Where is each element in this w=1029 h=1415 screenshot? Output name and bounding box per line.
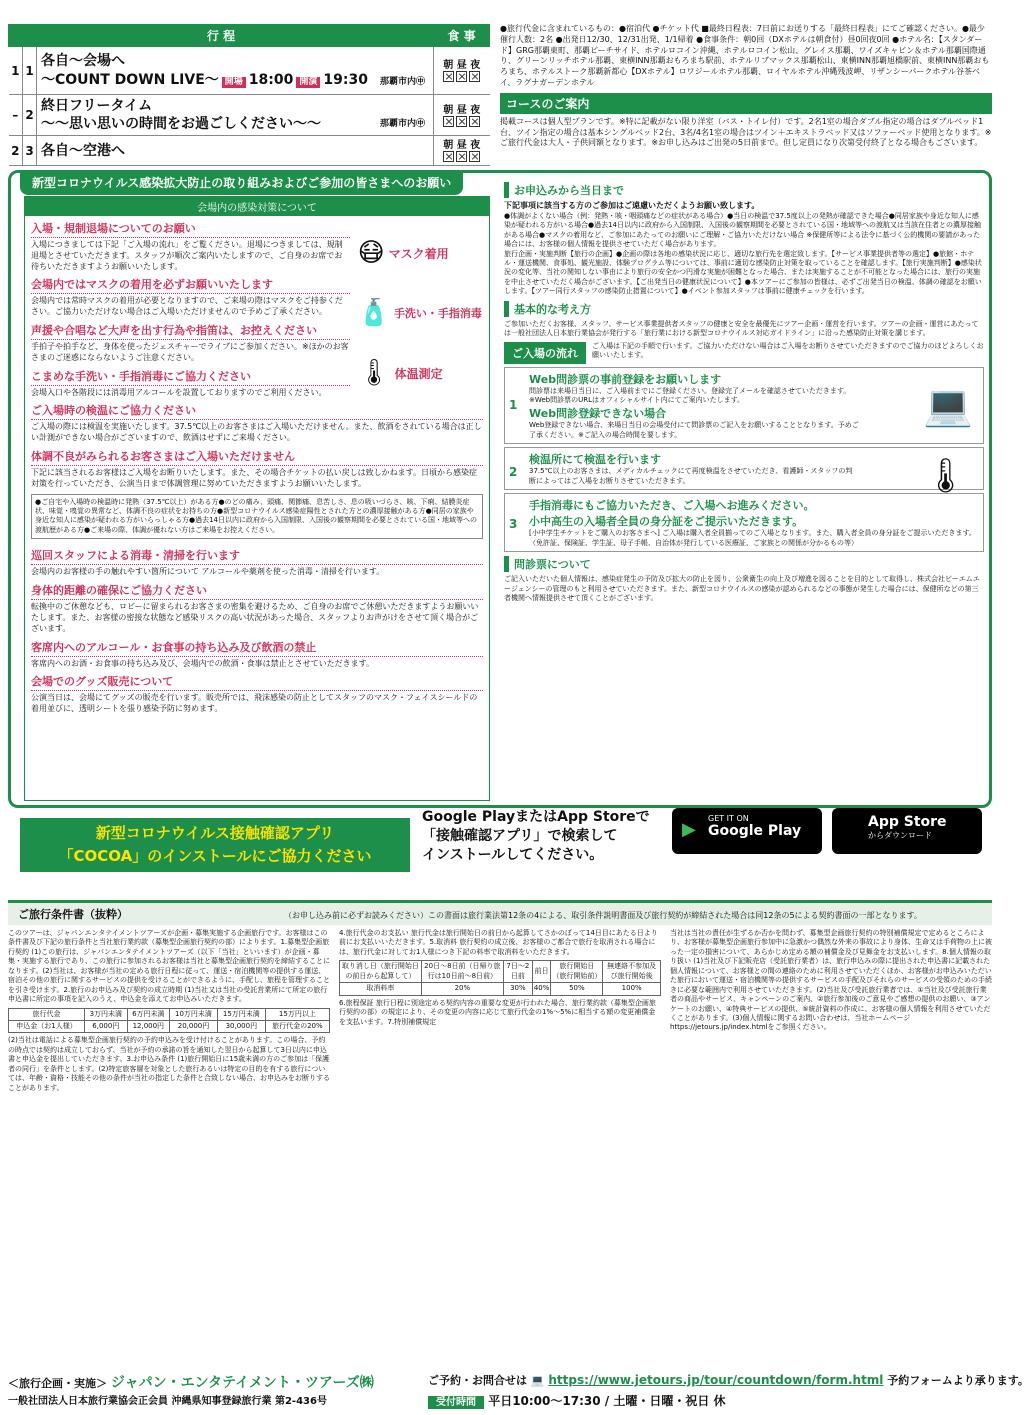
cancel-row [340,983,661,995]
measure-text: 転換中のご休憩なども、ロビーに留まられるお客さまの密集を避けるため、ご自身のお席でご休憩いただきますようお願いいたします。また、お客様の密接な状態など感染リスクの高い状況があった場合、スタッフよりお声がけをさせて頂く場合がございます。 [31,602,479,633]
step-heading: Web問診票の事前登録をお願いします [529,372,722,386]
meal-labels: 朝 昼 夜 [443,104,481,116]
cancel-header [340,961,661,983]
flow-step-1 [504,367,984,445]
hours-label: 受付時間 [428,1396,484,1409]
itin-title: 終日フリータイム [41,98,153,114]
conditions-text: 当社は当社の責任が生ずるか否かを問わず、募集型企画旅行契約の特別補償規定で定めるところにより、お客様が募集型企画旅行参加中に急激かつ偶然な外来の事故により身体、生命又は手荷物の上に被った一定の損害について、あらかじめ定める額の補償金及び見舞金をお支払いします。8.個人情報の取り扱い (1)当社及び下記販売店（受託旅行業者）は、旅行申込みの際に提出された申込書に記載された個人情報について、お客様との間の連絡のために利用させていただくほか、お客様がお申込みいただいた旅行において運送・宿泊機関等の提供するサービスの手配及びそれらのサービスの受領のための手続きに必要な範囲内で利用させていただきます。(2)当社及び受託旅行業者では、①当社及び受託旅行業者の商品やサービス、キャンペーンのご案内、②旅行参加後のご意見やご感想の提供のお願い、③アンケートのお願い、④特典サービスの提供、⑤統計資料の作成に、お客様の個人情報を利用させていただくことがあります。(3)個人情報に関するお問い合わせは、当社ホームページhttps://jetours.jp/index.htmlをご参照ください。 [670,929,992,1032]
store-instructions [422,808,650,865]
questionnaire-heading: 問診票について [504,556,984,572]
tour-info [500,24,992,149]
deposit-cell: 15万円未満 [217,1008,265,1020]
mask-icon: 😷 [357,238,385,268]
step-heading: Web問診登録できない場合 [529,407,667,421]
measure-text: 会場内のお客様の手の触れやすい箇所について アルコールや薬剤を使った消毒・清掃を行います。 [31,567,385,577]
itin-title: 各自～空港へ [41,142,125,159]
itin-day: – [9,95,23,136]
itin-sub: ～COUNT DOWN LIVE～ [41,71,219,88]
store-text: 「接触確認アプリ」で検索して [422,827,618,844]
conditions-title: ご旅行条件書（抜粋） [18,908,128,921]
conditions-text: 4.旅行代金のお支払い 旅行代金は旅行開始日の前日から起算してさかのぼって14日目にあたる日より前にお支払いいただきます。5.取消料 旅行契約の成立後、お客様のご都合で旅行を取消される場合には、旅行代金に対してお1人様につき下記の料率で取消料をいただきます。 [339,929,658,956]
cancel-cell: 20日〜8日前（日帰り旅行は10日前〜8日前） [421,961,503,983]
hand-wash-icon: 🧴 [357,298,390,328]
open-tag: 開場 [222,77,246,89]
itin-row [9,136,490,166]
deposit-cell: 旅行代金 [9,1008,85,1020]
measure-item [31,578,483,634]
meal-box [443,71,454,82]
itin-place: 那覇市内㊥ [379,76,425,87]
cancel-cell: 100% [603,983,661,995]
step-text: 問診票は来場日当日に、ご入場前までにご登録ください。登録完了メールを確認させていただきます。※Web問診票のURLはオフィシャルサイト内にてご案内いたします。 [529,386,851,405]
footer-label: ＜旅行企画・実施＞ [8,1377,107,1390]
measure-text: ご入場の際には検温を実施いたします。37.5℃以上のお客さまはご入場いただけません。また、飲酒をされている場合は正しい計測ができない場合がございますので、飲酒はせずにご来場ください。 [31,422,482,443]
basic-text: ご参加いただくお客様、スタッフ、サービス事業提供者スタッフの健康と安全を最優先にツアー企画・運営を行います。ツアーの企画・運営にあたっては一般社団法人日本旅行業協会が発行する「旅行業における新型コロナウイルス対応ガイドライン」に沿った感染防止対策を講じます。 [504,319,979,338]
deposit-cell: 12,000円 [127,1020,170,1032]
measure-heading: 声援や合唱など大声を出す行為や指笛は、お控えください [31,318,350,340]
cancel-cell: 50% [551,983,603,995]
guide-lead: 下記事項に該当する方のご参加はご遠慮いただくようお願い致します。 [504,201,760,210]
measure-heading: 会場でのグッズ販売について [31,669,483,691]
meal-box [443,116,454,127]
conditions-note: （お申し込み前に必ずお読みください）この書面は旅行業法第12条の4による、取引条件説明書面及び旅行契約が締結された場合は同12条の5による契約書面の一部となります。 [288,911,922,920]
measure-heading: 身体的距離の確保にご協力ください [31,578,483,600]
gp-label: Google Play [708,823,802,839]
measure-heading: 体調不良がみられるお客さまはご入場いただけません [31,444,483,466]
itin-row [9,47,490,95]
measure-text: 公演当日は、会場にてグッズの販売を行います。販売所では、飛沫感染の防止としてスタッフのマスク・フェイスシールドの着用並びに、透明シートを張り感染予防に努めます。 [31,693,478,714]
cancel-cell: 前日 [532,961,551,983]
meal-labels: 朝 昼 夜 [443,140,481,152]
booking-url[interactable]: https://www.jetours.jp/tour/countdown/form.html [548,1373,884,1387]
cancel-cell: 30% [503,983,532,995]
measure-item [31,543,483,578]
cancel-table [339,960,661,995]
step-heading: 小中高生の入場者全員の身分証をご提示いただきます。 [529,515,804,529]
flow-text: ご入場は下記の手順で行います。ご協力いただけない場合はご入場をお断りさせていただきますのでご協力のほどよろしくお願いいたします。 [592,341,984,360]
venue-measures [24,196,490,801]
cancel-cell: 7日〜2日前 [503,961,532,983]
cocoa-banner [20,818,410,872]
symptom-box: ●ご自宅や入場時の検温時に発熱（37.5℃以上）がある方●のどの痛み、頭痛、関節痛、息苦しさ、息の吸いづらさ、咳、下痢、結膜炎症状、味覚・嗅覚の異常など、体調不良の症状をお持ちの方●新型コロナウイルス感染症陽性とされた方との濃厚接触がある方●同居の家族や身近な知人に感染が疑われる方がいらっしゃる方●過去14日以内に政府から入国制限、入国後の観察期間を必要とされている国・地域等への渡航歴がある方●ご来場の際、体調が優れない方はご来場をお控えください。 [31,494,483,540]
tour-info-text: ●旅行代金に含まれているもの：●宿泊代 ●チケット代 ■最終日程表：7日前にお送りする「最終日程表」にてご確認ください。●最少催行人数：2名 ●出発日12/30、12/31出発、1/1帰着 ●食事条件：朝0回（DXホテルは朝食付）昼0回夜0回 ●ホテル名：【スタンダード】GRG那覇東町、那覇ビーチサイド、ホテルロコイン沖縄、ホテルロコイン松山、グレイス那覇、ワイズキャビン＆ホテル那覇国際通り、グリーンリッチホテル那覇、東横INN那覇おもろまち駅前、ホテルリブマックス那覇松山、東横INN那覇旭橋駅前、東横INN那覇おもろまち、ホテルストーク那覇新都心【DXホテル】ロワジールホテル那覇、ロイヤルホテル沖縄残波岬、リザンシーパークホテル谷茶ベイ、ラグナガーデンホテル [500,24,990,87]
itin-day: 1 [9,47,23,95]
deposit-table [8,1008,330,1034]
meal-box [469,71,480,82]
gp-small: GET IT ON [708,814,749,823]
questionnaire-text: ご記入いただいた個人情報は、感染症発生の予防及び拡大の防止を図り、公衆衛生の向上及び増進を図ることを目的として取得し、株式会社ビーエムエージェンシーの管理のもと利用させていただきます。また、新型コロナウイルスの感染が認められるなどの事態が発生した場合には、保健所などの第三者機関へ情報提供させて頂くことがございます。 [504,575,980,602]
cancel-cell: 40% [532,983,551,995]
measure-text: 手拍子や拍手など、身体を使ったジェスチャーでライブにご参加ください。※ほかのお客さまのご迷惑にならないようご注意ください。 [31,341,349,362]
flow-step-3 [504,493,984,552]
meal-labels: 朝 昼 夜 [443,60,481,71]
wash-label: 手洗い・手指消毒 [393,307,482,320]
itin-sub: ～～思い思いの時間をお過ごしください～～ [41,116,321,133]
cancel-cell: 旅行開始日（旅行開始前） [551,961,603,983]
guide-text: ●体調がよくない場合（例：発熱・咳・咽頭痛などの症状がある場合）●当日の検温で37.5度以上の発熱が確認できた場合●同居家族や身近な知人に感染が疑われる方がいる場合●過去14日以内に政府から入国制限、入国後の観察期間を必要とされている国・地域等への渡航又は当該在住者との濃厚接触がある場合●マスクの着用など、ご参加にあたってのお願いにご理解・ご協力いただけない場合 ※保健所等による法令に基づく公的機関の要請があった場合には、お客様の個人情報を提供させていただく場合があります。 [504,211,982,249]
mask-label: マスク着用 [388,246,449,261]
deposit-cell: 6,000円 [85,1020,128,1032]
course-text: 掲載コースは個人型プランです。※特に記載がない限り洋室（バス・トイレ付）です。2名1室の場合ダブル指定の場合はダブルベッド1台、ツイン指定の場合は基本シングルベッド2台、3名/4名1室の場合はツイン＋エキストラベッド又はソファーベッド使用となります。※ご旅行代金は大人・子供同額となります。※お申し込みはご出発の5日前まで。但し定員になり次第受付終了となる場合もございます。 [500,116,992,148]
footer [8,1373,1029,1410]
deposit-cell: 3万円未満 [85,1008,128,1020]
meal-box [443,151,454,162]
deposit-cell: 10万円未満 [170,1008,218,1020]
thermometer-icon: 🌡 [357,358,391,388]
application-guide [504,178,984,603]
measure-heading: こまめな手洗い・手指消毒にご協力ください [31,364,350,386]
measure-heading: 入場・規制退場についてのお願い [31,216,350,238]
deposit-cell: 15万円以上 [265,1008,329,1020]
measure-heading: 客席内へのアルコール・お食事の持ち込み及び飲酒の禁止 [31,635,483,657]
contact-label: ご予約・お問合せは [428,1374,527,1387]
step-number: 3 [509,516,518,531]
deposit-header [9,1008,330,1020]
measure-item [31,364,350,399]
laptop-icon: 💻 [530,1374,545,1387]
measure-heading: 巡回スタッフによる消毒・清掃を行います [31,543,483,565]
measure-item [31,669,483,715]
deposit-row [9,1020,330,1032]
step-number: 2 [509,464,518,479]
meal-box [456,71,467,82]
itinerary-table [8,24,490,166]
company-name: ジャパン・エンタテイメント・ツアーズ㈱ [110,1375,374,1391]
play-icon: ▶ [682,819,696,840]
measure-text: 客席内へのお酒・お食事の持ち込み及び、会場内での飲酒・食事は禁止とさせていただきます。 [31,658,375,668]
cocoa-line2: 「COCOA」のインストールにご協力ください [58,846,372,865]
as-sub: からダウンロード [868,831,932,840]
conditions-text: (2)当社は電話による募集型企画旅行契約の予約申込みを受け付けることがあります。この場合、予約の時点では契約は成立しておらず、当社が予約の承諾の旨を通知した翌日から起算して3日以内に申込書と申込金を提出していただきます。3.お申込み条件 (1)旅行開始日に15歳未満の方のご参加は「保護者の同行」を条件とします。(2)特定旅客層を対象とした旅行あるいは特定の目的を有する旅行については、年齢・資格・技能その他の条件が当社の指定した条件と合致しない場合、お申込みをお断りすることがあります。 [8,1036,330,1092]
measure-text: 下記に該当されるお客様はご入場をお断りいたします。また、その場合チケットの払い戻しは致しかねます。日頃から感染症対策を行っていただき、公演当日まで体調管理に努めていただきますようお願いいたします。 [31,467,477,488]
step-heading: 検温所にて検温を行います [529,453,661,467]
deposit-cell: 30,000円 [217,1020,265,1032]
form-label: 予約フォームより承ります。 [887,1374,1029,1387]
meal-header: 食 事 [434,25,490,47]
course-title: コースのご案内 [500,93,992,114]
step-text: 37.5℃以上のお客さまは、メディカルチェックにて再度検温をさせていただき、看護師・スタッフの判断によってはご入場をお断りさせていただきます。 [529,467,853,485]
itin-row [9,95,490,136]
measure-item [31,216,350,272]
meal-box [456,116,467,127]
cancel-cell: 20% [421,983,503,995]
measure-heading: 会場内ではマスクの着用を必ずお願いいたします [31,272,350,294]
measure-text: 会場内では常時マスクの着用が必要となりますので、ご来場の際はマスクをご持参ください。ご協力いただけない場合はご入場いただけませんので予めご了承ください。 [31,296,343,317]
basic-heading: 基本的な考え方 [504,301,984,317]
step-text: [小中学生チケットをご購入のお客さまへ] ご入場は購入者全員揃ってのご入場となります。また、購入者全員の身分証をご提示いただきます。（免許証、保険証、学生証、母子手帳、自治体が発行している医療証、ご家族との関係が分かるもの等） [529,529,976,547]
conditions-text: 6.旅程保証 旅行日程に別途定める契約内容の重要な変更が行われた場合、旅行業約款（募集型企画旅行契約の部）の規定により、その変更の内容に応じて旅行代金の1%〜5%に相当する額の変更補償金を支払います。7.特別補償規定 [339,998,656,1026]
conditions-text: このツアーは、ジャパンエンタテイメントツアーズが企画・募集実施する企画旅行です。お客様はこの条件書及び下記の旅行条件と当社旅行業約款（募集型企画旅行契約の部）によります。1.募集型企画旅行契約 (1)この旅行は、ジャパンエンタテイメントツアーズ（以下「当社」といいます）が企画・募集・実施する旅行であり、この旅行に参加されるお客様は当社と募集型企画旅行契約を締結することになります。(2)当社は、お客様が当社の定める旅行日程に従って、運送・宿泊機関等の提供する運送、宿泊その他の旅行に関するサービスの提供を受けることができるように、手配し、旅程を管理することを引き受けます。2.旅行のお申込み及び契約の成立時期 (1)当社又は当社の受託営業所にて所定の旅行申込書に所定の事項を記入のうえ、申込金を添えてお申込みいただきます。 [8,929,330,1004]
itin-place: 那覇市内㊥ [379,119,425,130]
deposit-cell: 6万円未満 [127,1008,170,1020]
measure-item [31,398,483,444]
deposit-cell: 20,000円 [170,1020,218,1032]
measure-text: 入場につきましては下記「ご入場の流れ」をご覧ください。退場につきましては、規制退場とさせていただきます。スタッフが順次ご案内いたしますので、ご自身のお席でお待ちいただきますようお願いいたします。 [31,240,343,271]
itin-title: 各自～会場へ [41,53,125,70]
temp-label: 体温測定 [394,366,443,381]
covid-title: 新型コロナウイルス感染拡大防止の取り組みおよびご参加の皆さまへのお願い [20,170,463,195]
tablet-icon: 💻 [923,382,973,429]
start-tag: 開演 [296,77,320,89]
deposit-cell: 旅行代金の20% [265,1020,329,1032]
measure-item [31,635,483,670]
conditions-col-2 [339,929,661,1339]
business-hours: 平日10:00～17:30 / 土曜・日曜・祝日 休 [488,1394,726,1408]
thermometer-icon: 🌡 [923,456,967,497]
start-time: 19:30 [323,71,368,88]
as-label: App Store [868,814,947,830]
measure-text: 会場入口や各階段には消毒用アルコールを設置しておりますのでご利用ください。 [31,387,327,397]
flow-heading: ご入場の流れ [504,342,586,364]
itin-header: 行 程 [9,25,434,47]
measure-heading: ご入場時の検温にご協力ください [31,398,483,420]
meal-box [469,151,480,162]
itin-day-num: 1 [23,47,37,95]
flow-step-2 [504,447,984,497]
google-play-badge[interactable] [672,808,822,854]
venue-caption: 会場内の感染対策について [25,197,489,216]
step-number: 1 [509,397,518,412]
store-text: Google PlayまたはApp Storeで [422,809,650,825]
footer-registration: 一般社団法人日本旅行業協会正会員 沖縄県知事登録旅行業 第2-436号 [8,1396,327,1407]
meal-box [456,151,467,162]
conditions-col-1 [8,929,330,1339]
step-heading: 手指消毒にもご協力いただき、ご入場へお進みください。 [529,499,815,513]
app-store-badge[interactable] [832,808,982,854]
cancel-cell: 取消料率 [340,983,422,995]
itin-day-num: 3 [23,136,37,166]
cancel-cell: 取り消し日（旅行開始日の前日から起算して） [340,961,422,983]
cocoa-line1: 新型コロナウイルス接触確認アプリ [95,824,335,842]
step-text: Web登録できない場合、来場日当日の会場受付にて問診票のご記入をお願いすることとなります。予めご了承ください。※ご記入の場合時間を要します。 [529,421,859,439]
measure-item [31,272,350,318]
guide-text: 旅行企画・実施判断【旅行の企画】●企画の際は各地の感染状況に応じ、適切な旅行先を選定致します。【サービス事業提供者等の選定】●旅館・ホテル・運送機関、食事処、観光施設、体験プログラム等については、事前に適切な感染防止対策を取っていることを確認します。【旅行実施判断】●感染状況の変化等、当社の関知しない事由により旅行の安全かつ円滑な実施が困難となった場合、または実施することが不可能となった場合には、旅行の実施を中止させていただく場合がございます。【ご出発当日の健康状況について】●本ツアーにご参加の皆様は、必ずご出発当日の検温、体調の確認をお願いします。【ツアー同行スタッフの感染防止措置について】●イベント参加スタッフは事前に健康チェックを行います。 [504,249,982,296]
guide-heading: お申込みから当日まで [504,182,984,198]
travel-conditions [8,900,992,1340]
measure-item [31,318,350,364]
meal-box [469,116,480,127]
conditions-col-3 [670,929,992,1339]
cancel-cell: 無連絡不参加及び旅行開始後 [603,961,661,983]
open-time: 18:00 [248,71,294,88]
deposit-cell: 申込金（お1人様） [9,1020,85,1032]
store-text: インストールしてください。 [422,846,604,863]
measure-item [31,444,483,490]
itin-day: 2 [9,136,23,166]
itin-day-num: 2 [23,95,37,136]
